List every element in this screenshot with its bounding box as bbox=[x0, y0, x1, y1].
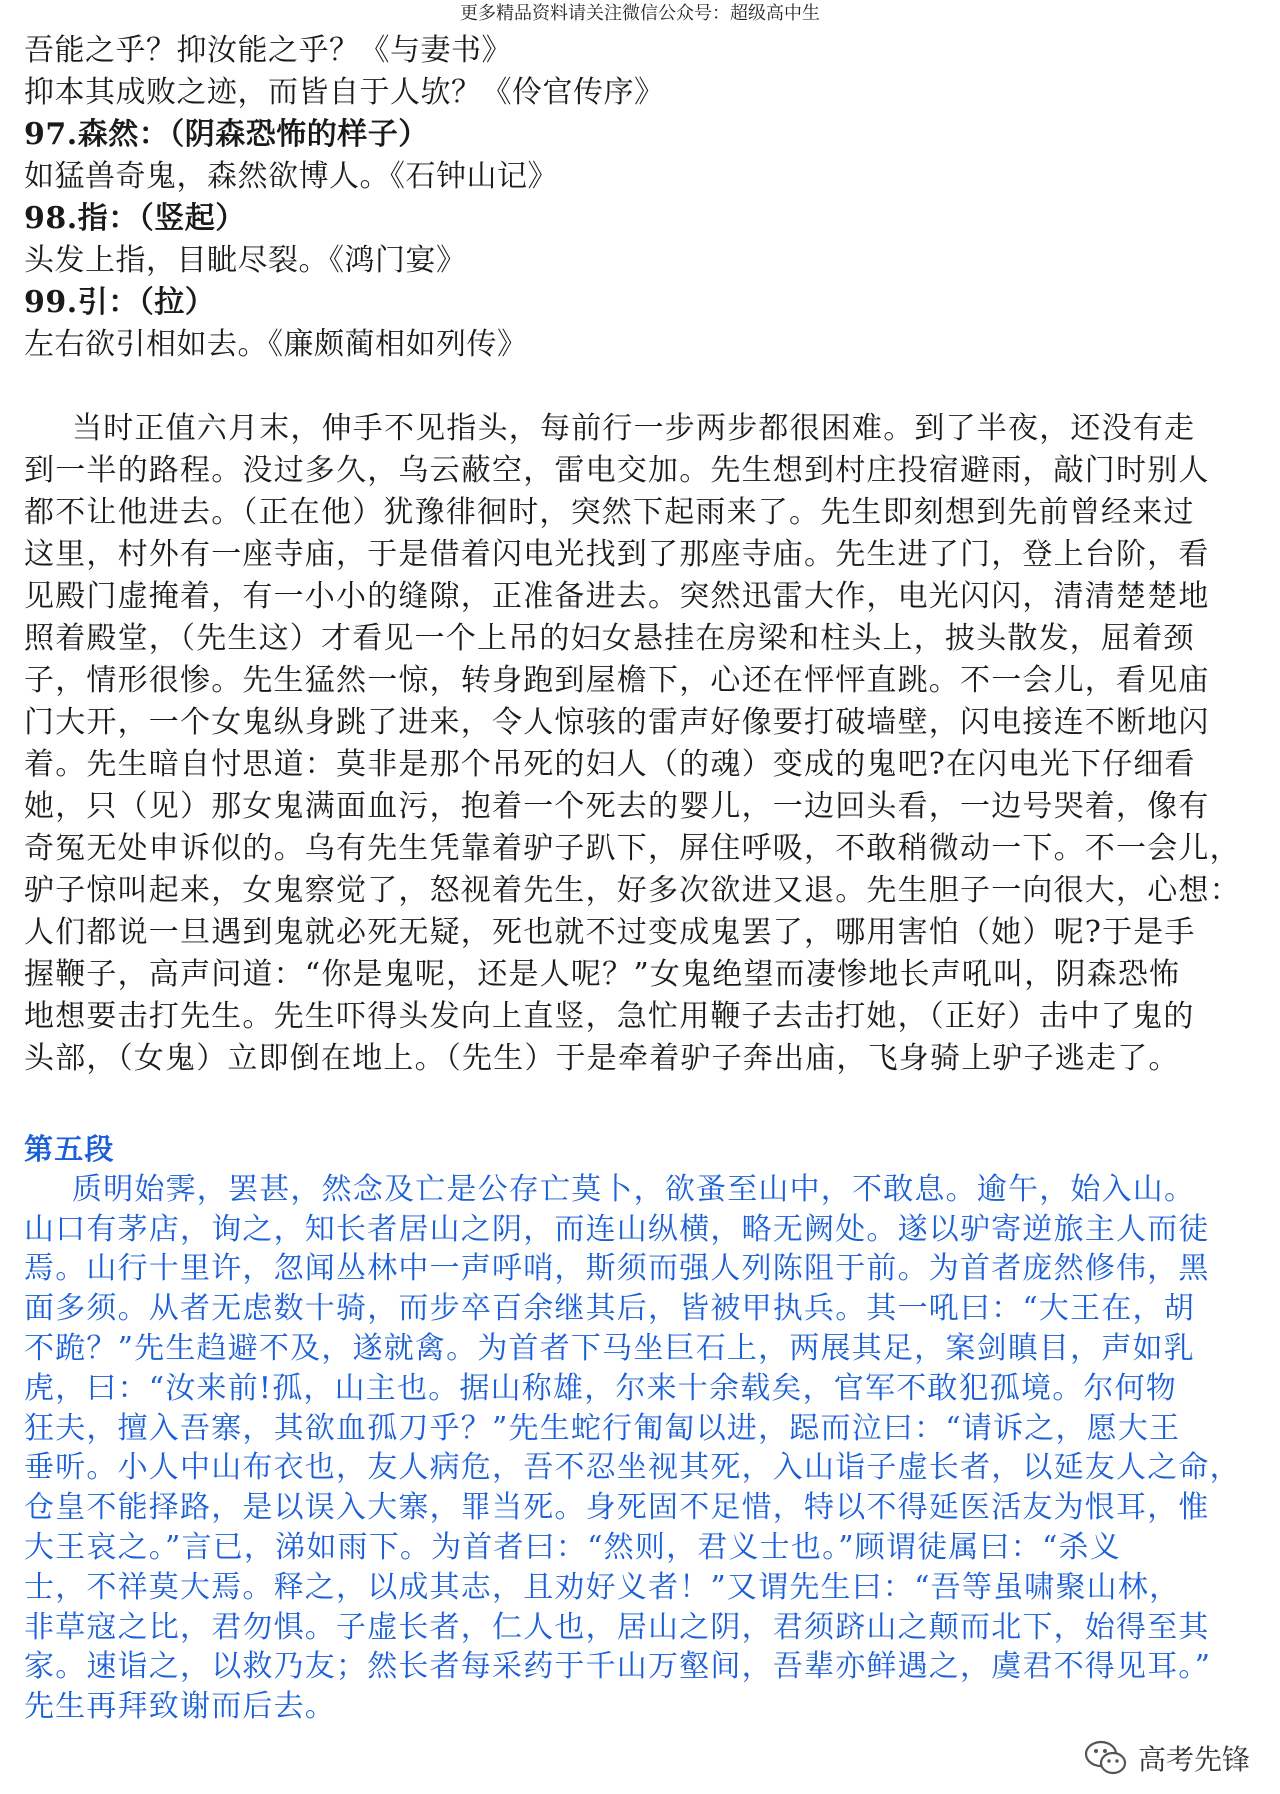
quote-line: 头发上指，目眦尽裂。《鸿门宴》 bbox=[24, 243, 467, 278]
vocab-heading: 98.指：（竖起） bbox=[24, 201, 246, 236]
section-line: 不跪？”先生趋避不及，遂就禽。为首者下马坐巨石上，两展其足，案剑瞋目，声如乳 bbox=[24, 1330, 1195, 1366]
translation-line: 到一半的路程。没过多久，乌云蔽空，雷电交加。先生想到村庄投宿避雨，敲门时别人 bbox=[24, 453, 1210, 488]
section-line: 仓皇不能择路，是以误入大寨，罪当死。身死固不足惜，特以不得延医活友为恨耳，惟 bbox=[24, 1490, 1210, 1526]
quote-line: 吾能之乎？抑汝能之乎？《与妻书》 bbox=[24, 33, 512, 68]
section-line: 狂夫，擅入吾寨，其欲血孤刀乎？”先生蛇行匍匐以进，跽而泣曰：“请诉之，愿大王 bbox=[24, 1410, 1181, 1446]
vocab-heading: 99.引：（拉） bbox=[24, 285, 216, 320]
page-header: 更多精品资料请关注微信公众号：超级高中生 bbox=[460, 3, 820, 24]
section-line: 虎，曰：“汝来前!孤，山主也。据山称雄，尔来十余载矣，官军不敢犯孤境。尔何物 bbox=[24, 1370, 1177, 1406]
quote-line: 抑本其成败之迹，而皆自于人欤？《伶官传序》 bbox=[24, 75, 665, 110]
translation-paragraph bbox=[24, 408, 1264, 1080]
section-line: 大王哀之。”言已，涕如雨下。为首者曰：“然则，君义士也。”顾谓徒属曰：“杀义 bbox=[24, 1529, 1121, 1565]
translation-line: 都不让他进去。（正在他）犹豫徘徊时，突然下起雨来了。先生即刻想到先前曾经来过 bbox=[24, 495, 1195, 530]
translation-line: 握鞭子，高声问道：“你是鬼呢，还是人呢？”女鬼绝望而凄惨地长声吼叫，阴森恐怖 bbox=[24, 957, 1181, 992]
translation-line: 门大开，一个女鬼纵身跳了进来，令人惊骇的雷声好像要打破墙壁，闪电接连不断地闪 bbox=[24, 705, 1210, 740]
section-line: 面多须。从者无虑数十骑，而步卒百余继其后，皆被甲执兵。其一吼曰：“大王在，胡 bbox=[24, 1291, 1195, 1327]
wechat-icon bbox=[1084, 1739, 1128, 1777]
section-line: 焉。山行十里许，忽闻丛林中一声呼哨，斯须而强人列陈阻于前。为首者庞然修伟，黑 bbox=[24, 1251, 1210, 1287]
section-line: 先生再拜致谢而后去。 bbox=[24, 1689, 336, 1725]
section-line: 非草寇之比，君勿惧。子虚长者，仁人也，居山之阴，君须跻山之颠而北下，始得至其 bbox=[24, 1609, 1210, 1645]
translation-line: 照着殿堂，（先生这）才看见一个上吊的妇女悬挂在房梁和柱头上，披头散发，屈着颈 bbox=[24, 621, 1195, 656]
watermark-text: 高考先锋 bbox=[1137, 1743, 1250, 1776]
translation-line: 子，情形很惨。先生猛然一惊，转身跑到屋檐下，心还在怦怦直跳。不一会儿，看见庙 bbox=[24, 663, 1210, 698]
translation-line: 这里，村外有一座寺庙，于是借着闪电光找到了那座寺庙。先生进了门，登上台阶，看 bbox=[24, 537, 1210, 572]
translation-line: 头部，（女鬼）立即倒在地上。（先生）于是牵着驴子奔出庙，飞身骑上驴子逃走了。 bbox=[24, 1041, 1180, 1076]
vocab-heading: 97.森然：（阴森恐怖的样子） bbox=[24, 117, 429, 152]
translation-line: 奇冤无处申诉似的。乌有先生凭靠着驴子趴下，屏住呼吸，不敢稍微动一下。不一会儿， bbox=[24, 831, 1241, 866]
watermark bbox=[1084, 1736, 1250, 1780]
quote-line: 左右欲引相如去。《廉颇蔺相如列传》 bbox=[24, 327, 528, 362]
vocab-notes bbox=[24, 30, 1264, 366]
section-line: 山口有茅店，询之，知长者居山之阴，而连山纵横，略无阙处。遂以驴寄逆旅主人而徒 bbox=[24, 1211, 1210, 1247]
section-five bbox=[24, 1130, 1264, 1727]
section-line: 士，不祥莫大焉。释之，以成其志，且劝好义者！”又谓先生曰：“吾等虽啸聚山林， bbox=[24, 1569, 1181, 1605]
translation-line: 地想要击打先生。先生吓得头发向上直竖，急忙用鞭子去击打她，（正好）击中了鬼的 bbox=[24, 999, 1195, 1034]
translation-line: 她，只（见）那女鬼满面血污，抱着一个死去的婴儿，一边回头看，一边号哭着，像有 bbox=[24, 789, 1210, 824]
section-line: 质明始霁，罢甚，然念及亡是公存亡莫卜，欲蚤至山中，不敢息。逾午，始入山。 bbox=[72, 1171, 1196, 1207]
quote-line: 如猛兽奇鬼，森然欲博人。《石钟山记》 bbox=[24, 159, 558, 194]
translation-line: 当时正值六月末，伸手不见指头，每前行一步两步都很困难。到了半夜，还没有走 bbox=[72, 411, 1196, 446]
translation-line: 见殿门虚掩着，有一小小的缝隙，正准备进去。突然迅雷大作，电光闪闪，清清楚楚地 bbox=[24, 579, 1210, 614]
section-line: 家。速诣之，以救乃友；然长者每采药于千山万壑间，吾辈亦鲜遇之，虞君不得见耳。” bbox=[24, 1649, 1212, 1685]
translation-line: 人们都说一旦遇到鬼就必死无疑，死也就不过变成鬼罢了，哪用害怕（她）呢?于是手 bbox=[24, 915, 1196, 950]
section-title: 第五段 bbox=[24, 1132, 115, 1166]
section-line: 垂听。小人中山布衣也，友人病危，吾不忍坐视其死，入山诣子虚长者，以延友人之命， bbox=[24, 1450, 1241, 1486]
translation-line: 着。先生暗自忖思道：莫非是那个吊死的妇人（的魂）变成的鬼吧?在闪电光下仔细看 bbox=[24, 747, 1196, 782]
translation-line: 驴子惊叫起来，女鬼察觉了，怒视着先生，好多次欲进又退。先生胆子一向很大，心想： bbox=[24, 873, 1241, 908]
